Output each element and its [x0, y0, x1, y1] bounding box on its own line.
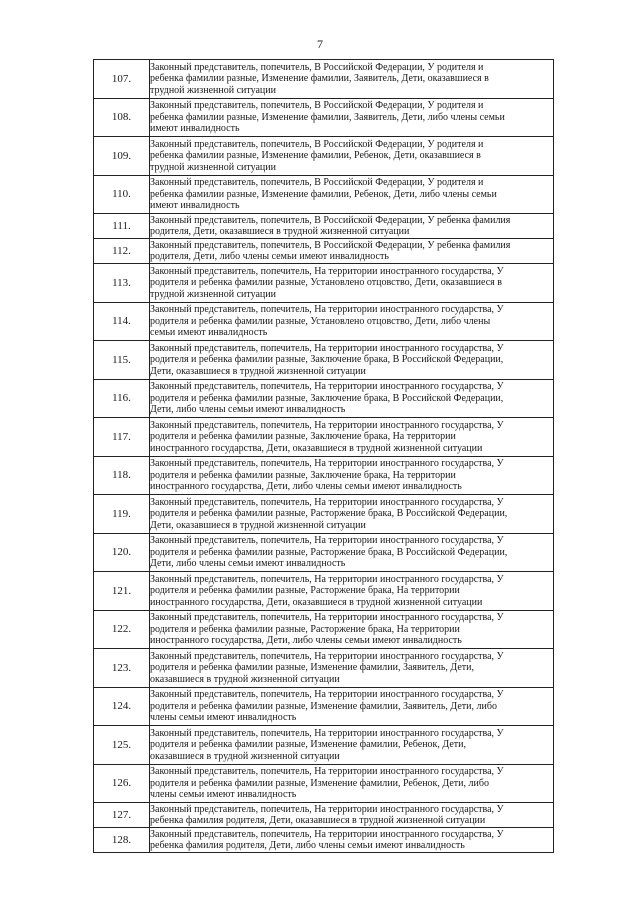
row-description-line: Законный представитель, попечитель, В Российской Федерации, У родителя и [150, 100, 484, 111]
row-description-line: Законный представитель, попечитель, В Российской Федерации, У ребенка фамилия [150, 214, 511, 226]
row-description-line: трудной жизненной ситуации [150, 84, 276, 96]
row-description [150, 137, 554, 176]
table-row [94, 726, 554, 765]
row-number: 109. [94, 137, 150, 176]
row-description-line: Законный представитель, попечитель, На территории иностранного государства, У [150, 612, 504, 623]
row-number: 120. [94, 533, 150, 572]
row-description-line: Законный представитель, попечитель, На территории иностранного государства, У [150, 573, 504, 585]
row-description-line: родителя и ребенка фамилии разные, Заключение брака, В Российской Федерации, [150, 354, 504, 365]
row-description-line: Законный представитель, попечитель, На территории иностранного государства, У [150, 535, 504, 546]
row-description-line: Дети, оказавшиеся в трудной жизненной ситуации [150, 365, 366, 377]
row-description-line: Дети, либо члены семьи имеют инвалидность [150, 404, 346, 415]
table-row [94, 649, 554, 688]
row-description-line: родителя и ребенка фамилии разные, Заключение брака, На территории [150, 469, 456, 481]
row-number: 108. [94, 98, 150, 137]
row-number: 125. [94, 726, 150, 765]
table-row [94, 828, 554, 853]
row-description [150, 175, 554, 214]
row-description-line: оказавшиеся в трудной жизненной ситуации [150, 750, 340, 762]
table-row [94, 610, 554, 649]
table-row [94, 456, 554, 495]
row-description-line: члены семьи имеют инвалидность [150, 712, 297, 723]
row-description [150, 418, 554, 457]
row-description [150, 302, 554, 341]
row-description-line: ребенка фамилии разные, Изменение фамилии, Ребенок, Дети, оказавшиеся в [150, 150, 481, 161]
row-description-line: иностранного государства, Дети, оказавшиеся в трудной жизненной ситуации [150, 442, 483, 454]
row-description [150, 239, 554, 264]
row-description-line: трудной жизненной ситуации [150, 161, 276, 173]
row-number: 111. [94, 214, 150, 239]
row-description [150, 572, 554, 611]
row-number: 123. [94, 649, 150, 688]
row-description-line: родителя, Дети, оказавшиеся в трудной жизненной ситуации [150, 226, 410, 237]
row-number: 113. [94, 264, 150, 303]
row-number: 128. [94, 828, 150, 853]
row-description-line: ребенка фамилии разные, Изменение фамилии, Заявитель, Дети, либо члены семьи [150, 111, 505, 123]
row-description-line: члены семьи имеют инвалидность [150, 789, 297, 800]
row-description-line: родителя и ребенка фамилии разные, Расторжение брака, На территории [150, 623, 460, 635]
row-description-line: родителя и ребенка фамилии разные, Изменение фамилии, Заявитель, Дети, [150, 662, 475, 673]
row-description [150, 610, 554, 649]
row-description [150, 828, 554, 853]
row-description-line: родителя и ребенка фамилии разные, Установлено отцовство, Дети, оказавшиеся в [150, 277, 502, 288]
row-number: 121. [94, 572, 150, 611]
table-row [94, 803, 554, 828]
row-description [150, 60, 554, 99]
row-description-line: Законный представитель, попечитель, В Российской Федерации, У ребенка фамилия [150, 239, 511, 251]
row-description-line: трудной жизненной ситуации [150, 288, 276, 300]
row-description [150, 98, 554, 137]
row-description-line: Законный представитель, попечитель, На территории иностранного государства, У [150, 650, 504, 662]
row-description-line: родителя и ребенка фамилии разные, Расторжение брака, На территории [150, 585, 460, 596]
row-description-line: Законный представитель, попечитель, На территории иностранного государства, У [150, 766, 504, 777]
row-description-line: родителя и ребенка фамилии разные, Заключение брака, В Российской Федерации, [150, 392, 504, 404]
table-row [94, 418, 554, 457]
row-description-line: Законный представитель, попечитель, На территории иностранного государства, У [150, 458, 504, 469]
row-description-line: Законный представитель, попечитель, На территории иностранного государства, У [150, 419, 504, 431]
row-number: 114. [94, 302, 150, 341]
row-description-line: родителя и ребенка фамилии разные, Заключение брака, На территории [150, 431, 456, 442]
row-description [150, 803, 554, 828]
table-row [94, 98, 554, 137]
row-description [150, 764, 554, 803]
row-description-line: имеют инвалидность [150, 123, 240, 134]
row-number: 118. [94, 456, 150, 495]
row-description-line: родителя и ребенка фамилии разные, Изменение фамилии, Ребенок, Дети, либо [150, 777, 489, 789]
row-description [150, 726, 554, 765]
row-description [150, 456, 554, 495]
row-description [150, 495, 554, 534]
row-description-line: родителя и ребенка фамилии разные, Изменение фамилии, Заявитель, Дети, либо [150, 700, 497, 712]
row-number: 117. [94, 418, 150, 457]
row-number: 124. [94, 687, 150, 726]
table-row [94, 687, 554, 726]
row-description [150, 687, 554, 726]
row-description [150, 264, 554, 303]
row-description-line: иностранного государства, Дети, оказавшиеся в трудной жизненной ситуации [150, 596, 483, 608]
row-description-line: родителя и ребенка фамилии разные, Изменение фамилии, Ребенок, Дети, [150, 739, 467, 750]
row-number: 110. [94, 175, 150, 214]
table-row [94, 137, 554, 176]
row-description [150, 533, 554, 572]
row-description-line: ребенка фамилия родителя, Дети, оказавшиеся в трудной жизненной ситуации [150, 815, 486, 826]
table-row [94, 264, 554, 303]
row-description-line: ребенка фамилии разные, Изменение фамилии, Ребенок, Дети, либо члены семьи [150, 188, 497, 200]
row-description-line: Законный представитель, попечитель, На территории иностранного государства, У [150, 265, 504, 277]
table-row [94, 764, 554, 803]
table-row [94, 302, 554, 341]
table-row [94, 239, 554, 264]
row-description-line: Законный представитель, попечитель, На территории иностранного государства, У [150, 689, 504, 700]
row-number: 119. [94, 495, 150, 534]
row-number: 116. [94, 379, 150, 418]
row-number: 122. [94, 610, 150, 649]
row-description-line: Законный представитель, попечитель, На территории иностранного государства, У [150, 342, 504, 354]
row-description-line: Дети, либо члены семьи имеют инвалидность [150, 558, 346, 569]
row-description-line: родителя, Дети, либо члены семьи имеют инвалидность [150, 251, 389, 262]
row-description-line: родителя и ребенка фамилии разные, Установлено отцовство, Дети, либо члены [150, 315, 491, 327]
row-description-line: Законный представитель, попечитель, В Российской Федерации, У родителя и [150, 177, 484, 188]
row-description [150, 379, 554, 418]
row-description-line: Законный представитель, попечитель, На территории иностранного государства, У [150, 496, 504, 508]
row-description-line: Законный представитель, попечитель, На территории иностранного государства, У [150, 304, 504, 315]
row-description-line: иностранного государства, Дети, либо члены семьи имеют инвалидность [150, 635, 462, 646]
row-description-line: Законный представитель, попечитель, В Российской Федерации, У родителя и [150, 61, 484, 73]
row-number: 112. [94, 239, 150, 264]
page-number: 7 [317, 37, 323, 51]
table-row [94, 495, 554, 534]
row-description-line: семьи имеют инвалидность [150, 327, 268, 338]
row-number: 127. [94, 803, 150, 828]
row-description-line: Дети, оказавшиеся в трудной жизненной ситуации [150, 519, 366, 531]
table-row [94, 60, 554, 99]
table-row [94, 341, 554, 380]
row-number: 115. [94, 341, 150, 380]
document-table [93, 59, 554, 853]
table-row [94, 175, 554, 214]
row-description-line: имеют инвалидность [150, 200, 240, 211]
row-description-line: Законный представитель, попечитель, В Российской Федерации, У родителя и [150, 138, 484, 150]
table-row [94, 533, 554, 572]
row-description [150, 214, 554, 239]
table-row [94, 379, 554, 418]
row-description-line: Законный представитель, попечитель, На территории иностранного государства, У [150, 727, 504, 739]
row-description-line: ребенка фамилия родителя, Дети, либо члены семьи имеют инвалидность [150, 840, 465, 851]
row-description-line: Законный представитель, попечитель, На территории иностранного государства, У [150, 803, 504, 815]
table-row [94, 572, 554, 611]
row-number: 107. [94, 60, 150, 99]
row-description-line: Законный представитель, попечитель, На территории иностранного государства, У [150, 828, 504, 840]
row-description [150, 649, 554, 688]
row-description-line: Законный представитель, попечитель, На территории иностранного государства, У [150, 381, 504, 392]
row-description-line: оказавшиеся в трудной жизненной ситуации [150, 673, 340, 685]
table-row [94, 214, 554, 239]
row-description-line: родителя и ребенка фамилии разные, Расторжение брака, В Российской Федерации, [150, 508, 508, 519]
row-description-line: иностранного государства, Дети, либо члены семьи имеют инвалидность [150, 481, 462, 492]
table-body [94, 60, 554, 853]
row-number: 126. [94, 764, 150, 803]
row-description-line: родителя и ребенка фамилии разные, Расторжение брака, В Российской Федерации, [150, 546, 508, 558]
row-description-line: ребенка фамилии разные, Изменение фамилии, Заявитель, Дети, оказавшиеся в [150, 73, 489, 84]
row-description [150, 341, 554, 380]
